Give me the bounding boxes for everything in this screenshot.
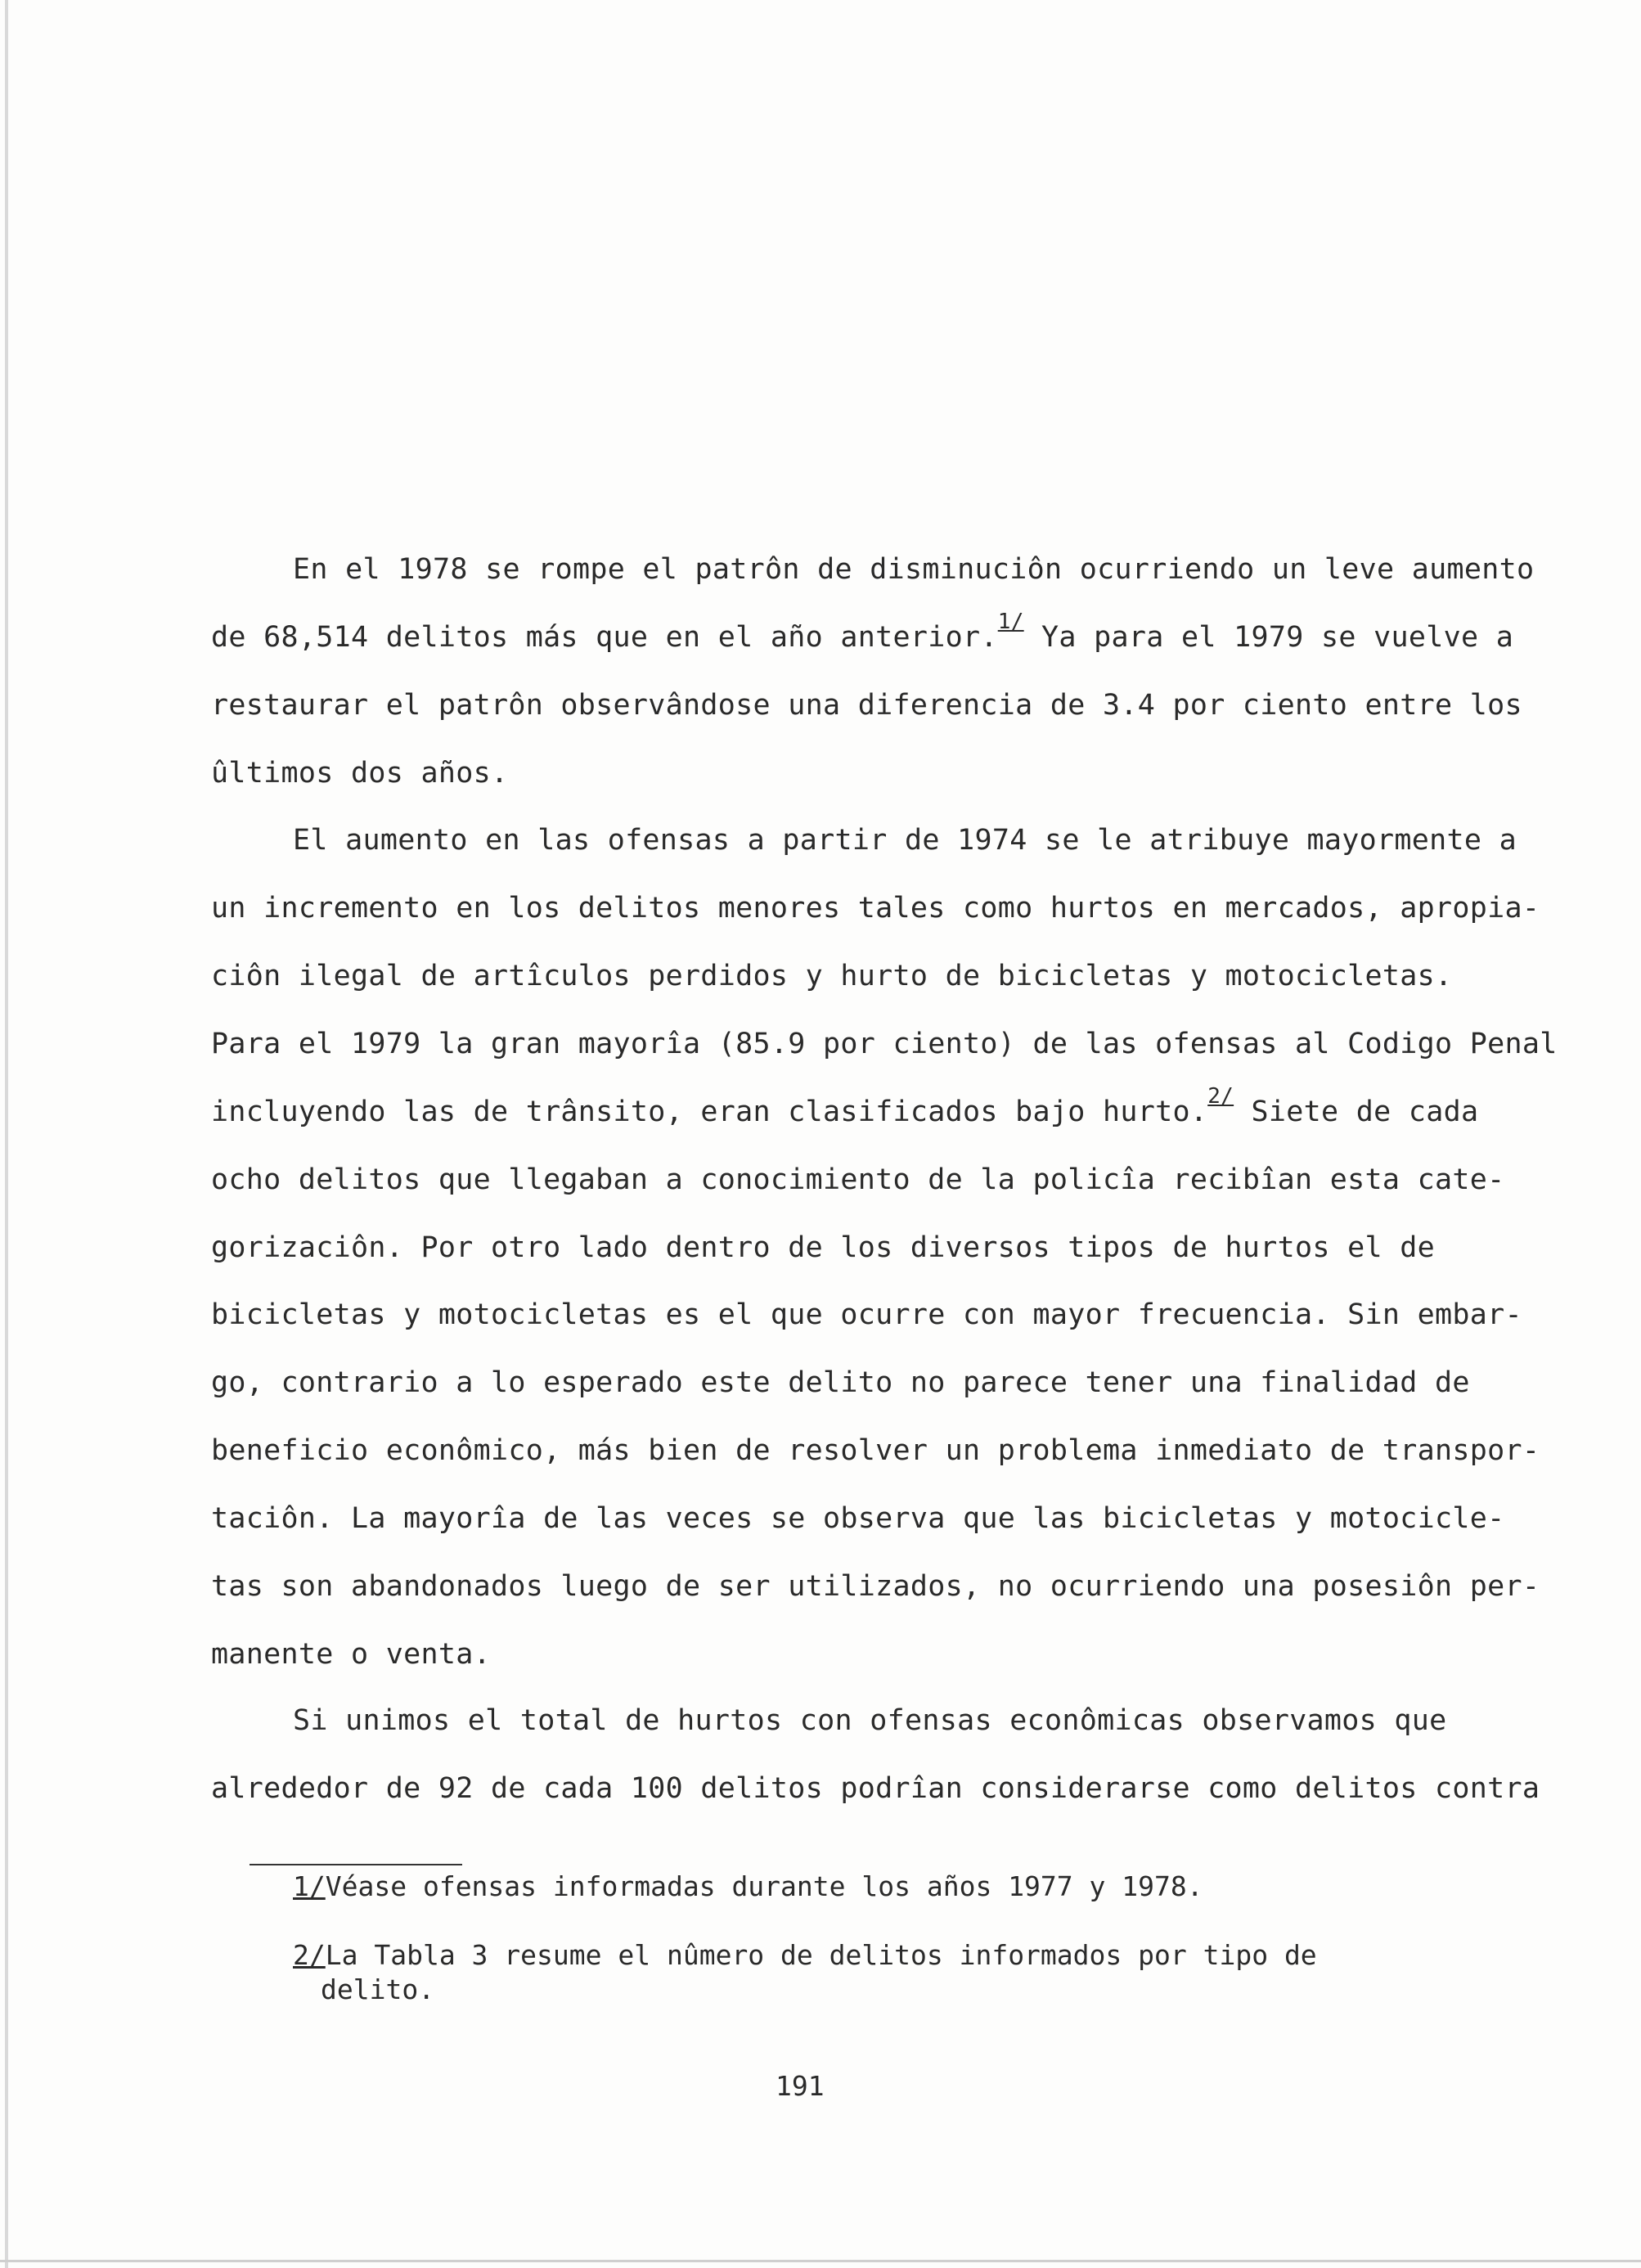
scan-edge-bottom bbox=[0, 2260, 1641, 2262]
text-line: ocho delitos que llegaban a conocimiento de la policîa recibîan esta cate- bbox=[211, 1163, 1505, 1196]
footnote-number: 1/ bbox=[293, 1870, 326, 1902]
text-line: ûltimos dos años. bbox=[211, 757, 509, 790]
footnote-number: 2/ bbox=[293, 1939, 326, 1971]
text-line: de 68,514 delitos más que en el año anterior.$^{1/}$ Ya para el 1979 se vuelve a bbox=[211, 610, 1514, 654]
footnote-text: La Tabla 3 resume el nûmero de delitos informados por tipo de bbox=[325, 1939, 1317, 1971]
text-line: tas son abandonados luego de ser utilizados, no ocurriendo una posesiôn per- bbox=[211, 1570, 1540, 1603]
text-line: go, contrario a lo esperado este delito no parece tener una finalidad de bbox=[211, 1366, 1470, 1399]
footnote-1 bbox=[293, 1870, 1203, 1903]
text-line: taciôn. La mayorîa de las veces se observa que las bicicletas y motocicle- bbox=[211, 1502, 1505, 1535]
text-line: un incremento en los delitos menores tales como hurtos en mercados, apropia- bbox=[211, 892, 1540, 925]
page-number: 191 bbox=[776, 2070, 825, 2102]
text-line: gorizaciôn. Por otro lado dentro de los diversos tipos de hurtos el de bbox=[211, 1231, 1436, 1264]
text-line: Si unimos el total de hurtos con ofensas econômicas observamos que bbox=[293, 1704, 1447, 1737]
footnote-separator bbox=[250, 1864, 462, 1865]
text-line: restaurar el patrôn observândose una diferencia de 3.4 por ciento entre los bbox=[211, 689, 1522, 722]
scan-edge bbox=[5, 0, 8, 2268]
footnote-2 bbox=[293, 1939, 1317, 1972]
text-line: ciôn ilegal de artîculos perdidos y hurto de bicicletas y motocicletas. bbox=[211, 960, 1453, 992]
text-line: incluyendo las de trânsito, eran clasificados bajo hurto.$^{2/}$ Siete de cada bbox=[211, 1084, 1479, 1128]
text-line: alrededor de 92 de cada 100 delitos podrîan considerarse como delitos contra bbox=[211, 1772, 1540, 1805]
footnote-ref: 2/ bbox=[1207, 1084, 1234, 1109]
footnote-text: Véase ofensas informadas durante los años 1977 y 1978. bbox=[325, 1870, 1203, 1902]
text-line: manente o venta. bbox=[211, 1638, 491, 1671]
footnote-2-continuation: delito. bbox=[321, 1973, 435, 2005]
text-line: beneficio econômico, más bien de resolver un problema inmediato de transpor- bbox=[211, 1434, 1540, 1467]
footnote-ref: 1/ bbox=[997, 610, 1024, 634]
text-line: En el 1978 se rompe el patrôn de disminuciôn ocurriendo un leve aumento bbox=[293, 553, 1535, 586]
text-line: Para el 1979 la gran mayorîa (85.9 por ciento) de las ofensas al Codigo Penal bbox=[211, 1028, 1558, 1060]
text-line: bicicletas y motocicletas es el que ocurre con mayor frecuencia. Sin embar- bbox=[211, 1298, 1522, 1331]
text-line: El aumento en las ofensas a partir de 1974 se le atribuye mayormente a bbox=[293, 824, 1517, 857]
